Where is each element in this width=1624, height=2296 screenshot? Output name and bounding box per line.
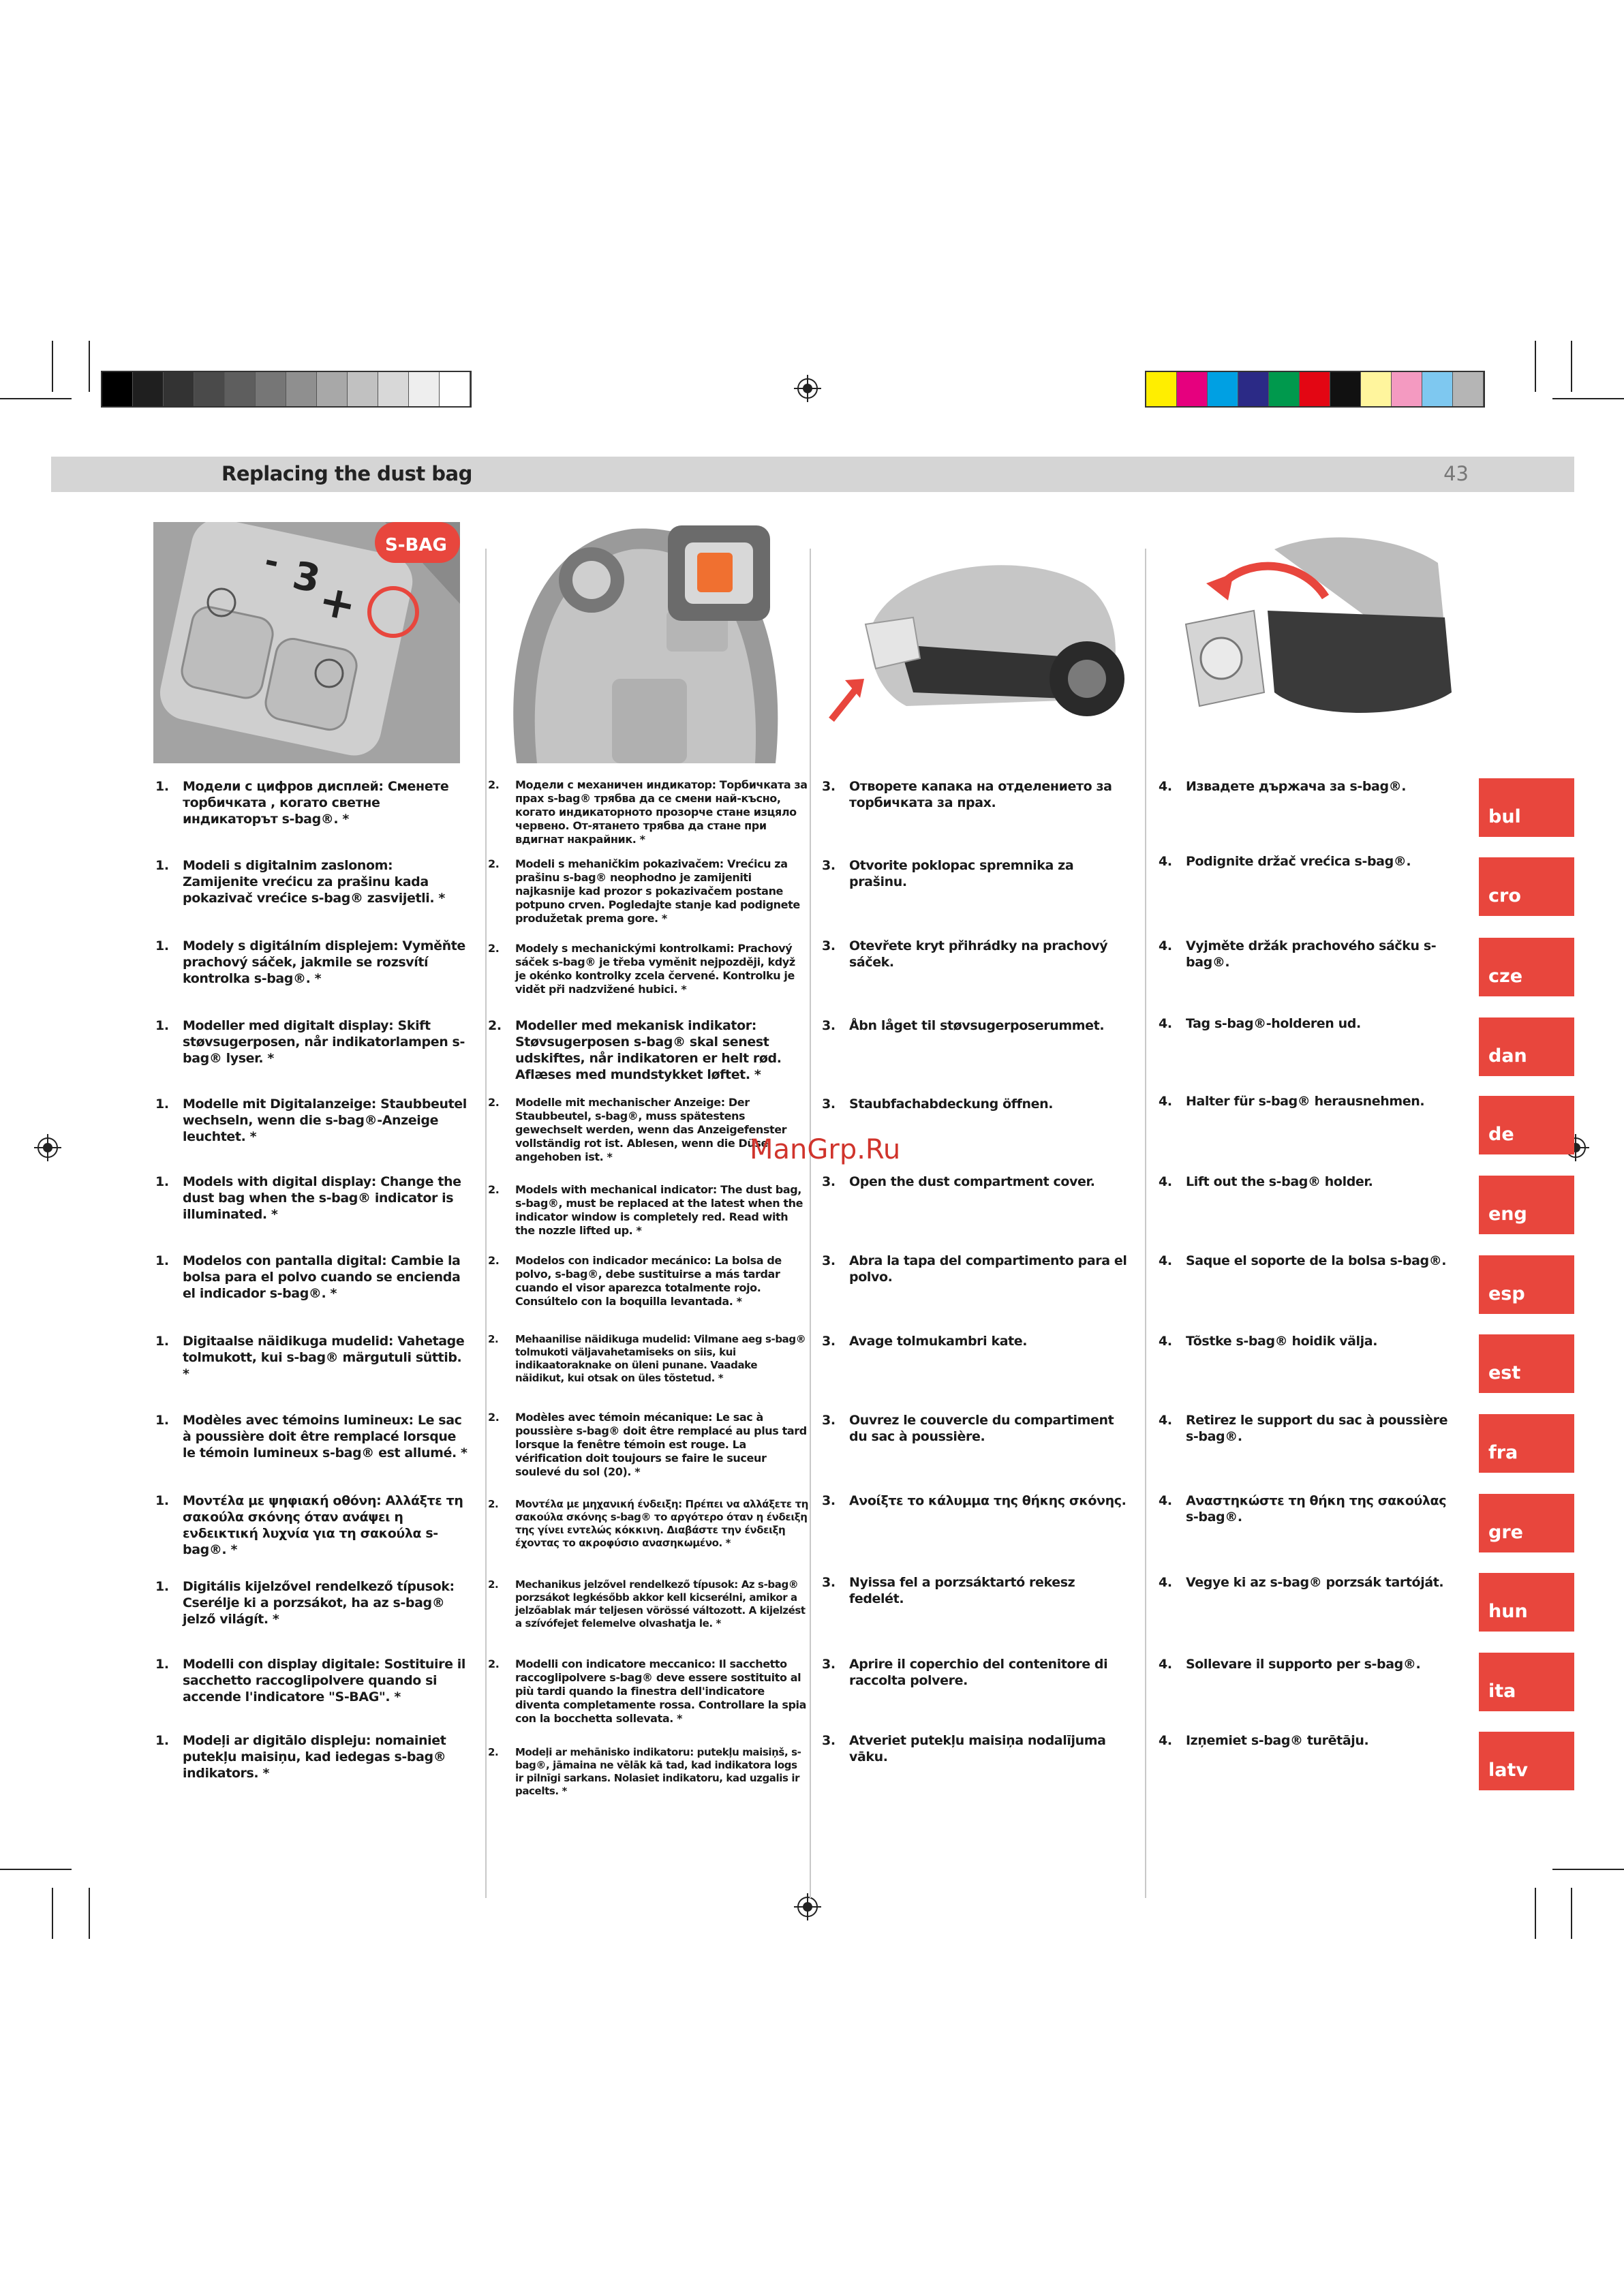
color-swatch: [1177, 372, 1208, 406]
lang-tab-ita: ita: [1479, 1653, 1574, 1711]
color-swatch: [1238, 372, 1269, 406]
crop-mark: [0, 398, 72, 399]
step2-ita: 2. Modelli con indicatore meccanico: Il sacchetto raccoglipolvere s-bag® deve essere sostituito al più tardi quando la finestra dell'indicatore diventa completamente rossa. Controllare la spia con la bocchetta sollevata. *: [488, 1657, 807, 1725]
step4-eng: 4. Lift out the s-bag® holder.: [1159, 1174, 1373, 1189]
step1-cze: 1. Modely s digitálním displejem: Vyměňte prachový sáček, jakmile se rozsvítí kontrolka s-bag®. *: [155, 938, 465, 986]
step3-bul: 3. Отворете капака на отделението за торбичката за прах.: [822, 779, 1112, 810]
color-bar: [1145, 371, 1485, 408]
crop-mark: [0, 1869, 72, 1870]
step2-est: 2. Mehaanilise näidikuga mudelid: Vilmane aeg s-bag® tolmukoti väljavahetamiseks on siis, kui indikaatoraknake on üleni punane. Vaadake näidikut, kui otsak on üles tõstetud. *: [488, 1333, 806, 1384]
digital-display-photo: [153, 522, 460, 763]
step3-eng: 3. Open the dust compartment cover.: [822, 1174, 1095, 1189]
watermark: ManGrp.Ru: [750, 1134, 901, 1165]
step4-est: 4. Tõstke s-bag® hoidik välja.: [1159, 1334, 1378, 1349]
step1-ita: 1. Modelli con display digitale: Sostituire il sacchetto raccoglipolvere quando si accende l'indicatore "S-BAG". *: [155, 1657, 466, 1704]
step4-de: 4. Halter für s-bag® herausnehmen.: [1159, 1094, 1425, 1109]
registration-mark-icon: [794, 375, 821, 402]
color-swatch: [317, 372, 348, 406]
step1-eng: 1. Models with digital display: Change the dust bag when the s-bag® indicator is illuminated. *: [155, 1174, 461, 1222]
color-swatch: [1208, 372, 1238, 406]
crop-mark: [1535, 1888, 1536, 1939]
step2-dan: 2. Modeller med mekanisk indikator: Støvsugerposen s-bag® skal senest udskiftes, når indikatoren er helt rød. Aflæses med mundstykket løftet. *: [488, 1018, 782, 1082]
step1-fra: 1. Modèles avec témoins lumineux: Le sac à poussière doit être remplacé lorsque le témoin lumineux s-bag® est allumé. *: [155, 1413, 468, 1460]
crop-mark: [1552, 1869, 1624, 1870]
crop-mark: [1535, 341, 1536, 392]
color-swatch: [1392, 372, 1422, 406]
lang-tab-bul: bul: [1479, 778, 1574, 837]
lang-tab-cro: cro: [1479, 857, 1574, 916]
lang-tab-dan: dan: [1479, 1017, 1574, 1076]
crop-mark: [89, 1888, 90, 1939]
color-swatch: [1422, 372, 1453, 406]
step3-hun: 3. Nyissa fel a porzsáktartó rekesz fedelét.: [822, 1575, 1075, 1606]
color-swatch: [286, 372, 317, 406]
step2-de: 2. Modelle mit mechanischer Anzeige: Der Staubbeutel, s-bag®, muss spätestens gewechselt werden, wenn das Anzeigefenster vollständig rot ist. Ablesen, wenn die Düse angehoben ist. *: [488, 1096, 787, 1163]
step4-ita: 4. Sollevare il supporto per s-bag®.: [1159, 1657, 1421, 1672]
lang-tab-eng: eng: [1479, 1176, 1574, 1234]
step3-dan: 3. Åbn låget til støvsugerposerummet.: [822, 1018, 1105, 1033]
color-swatch: [133, 372, 164, 406]
step1-esp: 1. Modelos con pantalla digital: Cambie la bolsa para el polvo cuando se encienda el indicador s-bag®. *: [155, 1253, 461, 1301]
step3-fra: 3. Ouvrez le couvercle du compartiment du sac à poussière.: [822, 1413, 1114, 1444]
color-swatch: [378, 372, 409, 406]
registration-mark-icon: [794, 1893, 821, 1920]
step1-hun: 1. Digitális kijelzővel rendelkező típusok: Cserélje ki a porzsákot, ha az s-bag® jelző világít. *: [155, 1579, 455, 1627]
display-plus-label: +: [314, 575, 361, 632]
open-cover-photo: [818, 522, 1138, 763]
color-swatch: [440, 372, 470, 406]
step2-fra: 2. Modèles avec témoin mécanique: Le sac à poussière s-bag® doit être remplacé au plus tard lorsque la fenêtre témoin est rouge. La vérification doit toujours se faire le suceur soulevé du sol (20). *: [488, 1411, 807, 1478]
step4-esp: 4. Saque el soporte de la bolsa s-bag®.: [1159, 1253, 1447, 1268]
step1-est: 1. Digitaalse näidikuga mudelid: Vahetage tolmukott, kui s-bag® märgutuli süttib. *: [155, 1334, 465, 1381]
step3-latv: 3. Atveriet putekļu maisiņa nodalījuma vāku.: [822, 1733, 1106, 1764]
color-swatch: [1330, 372, 1361, 406]
crop-mark: [89, 341, 90, 392]
step2-cro: 2. Modeli s mehaničkim pokazivačem: Vrećicu za prašinu s-bag® neophodno je zamijeniti najkasnije kad prozor s pokazivačem postane potpuno crven. Pogledajte stanje kad podignete produžetak prema gore. *: [488, 857, 800, 925]
step3-cze: 3. Otevřete kryt přihrádky na prachový sáček.: [822, 938, 1108, 970]
step4-bul: 4. Извадете държача за s-bag®.: [1159, 779, 1407, 794]
step3-gre: 3. Ανοίξτε το κάλυμμα της θήκης σκόνης.: [822, 1493, 1127, 1508]
lift-holder-photo: [1172, 522, 1472, 763]
step4-dan: 4. Tag s-bag®-holderen ud.: [1159, 1016, 1361, 1031]
page-title: Replacing the dust bag: [221, 462, 472, 485]
svg-text:3: 3: [288, 553, 324, 602]
step3-est: 3. Avage tolmukambri kate.: [822, 1334, 1028, 1349]
color-swatch: [1146, 372, 1177, 406]
step4-cze: 4. Vyjměte držák prachového sáčku s-bag®.: [1159, 938, 1437, 970]
color-swatch: [1361, 372, 1392, 406]
display-minus-label: -: [261, 541, 283, 582]
column-divider: [1145, 549, 1146, 1898]
step1-bul: 1. Модели с цифров дисплей: Сменете торбичката , когато светне индикаторът s-bag®. *: [155, 779, 449, 827]
step1-gre: 1. Μοντέλα με ψηφιακή οθόνη: Αλλάξτε τη σακούλα σκόνης όταν ανάψει η ενδεικτική λυχνία για τη σακούλα s-bag®. *: [155, 1493, 463, 1557]
step1-dan: 1. Modeller med digitalt display: Skift støvsugerposen, når indikatorlampen s-bag® lyser. *: [155, 1018, 465, 1066]
color-swatch: [256, 372, 286, 406]
lang-tab-de: de: [1479, 1096, 1574, 1154]
lang-tab-esp: esp: [1479, 1255, 1574, 1314]
color-swatch: [348, 372, 378, 406]
step1-de: 1. Modelle mit Digitalanzeige: Staubbeutel wechseln, wenn die s-bag®-Anzeige leuchtet. *: [155, 1097, 467, 1144]
color-swatch: [1453, 372, 1484, 406]
step2-gre: 2. Μοντέλα με μηχανική ένδειξη: Πρέπει να αλλάξετε τη σακούλα σκόνης s-bag® το αργότερο όταν η ένδειξη της γίνει εντελώς κόκκινη. Διαβάστε την ένδειξη έχοντας το ακροφύσιο ανασηκωμένο. *: [488, 1498, 809, 1549]
crop-mark: [1571, 1888, 1572, 1939]
color-swatch: [1300, 372, 1330, 406]
lang-tab-cze: cze: [1479, 938, 1574, 996]
step2-hun: 2. Mechanikus jelzővel rendelkező típusok: Az s-bag® porzsákot legkésőbb akkor kell kicserélni, amikor a jelzőablak már teljesen vörössé változott. A kijelzést a szívófejet felemelve olvashatja le. *: [488, 1578, 806, 1629]
color-swatch: [225, 372, 256, 406]
lang-tab-fra: fra: [1479, 1414, 1574, 1473]
color-swatch: [102, 372, 133, 406]
step3-ita: 3. Aprire il coperchio del contenitore di raccolta polvere.: [822, 1657, 1108, 1688]
step4-hun: 4. Vegye ki az s-bag® porzsák tartóját.: [1159, 1575, 1444, 1590]
lang-tab-latv: latv: [1479, 1732, 1574, 1790]
section-header: [51, 457, 1574, 492]
crop-mark: [1571, 341, 1572, 392]
lang-tab-est: est: [1479, 1334, 1574, 1393]
registration-mark-icon: [34, 1134, 61, 1161]
step1-latv: 1. Modeļi ar digitālo displeju: nomainiet putekļu maisiņu, kad iedegas s-bag® indikators. *: [155, 1733, 446, 1781]
step4-latv: 4. Izņemiet s-bag® turētāju.: [1159, 1733, 1369, 1748]
grayscale-bar: [101, 371, 472, 408]
step3-de: 3. Staubfachabdeckung öffnen.: [822, 1097, 1054, 1112]
lang-tab-hun: hun: [1479, 1573, 1574, 1632]
step2-esp: 2. Modelos con indicador mecánico: La bolsa de polvo, s-bag®, debe sustituirse a más tardar cuando el visor aparezca totalmente rojo. Consúltelo con la boquilla levantada. *: [488, 1254, 782, 1308]
lang-tab-gre: gre: [1479, 1494, 1574, 1552]
mechanical-indicator-photo: [489, 522, 803, 763]
step4-cro: 4. Podignite držač vrećica s-bag®.: [1159, 854, 1411, 869]
page-number: 43: [1443, 462, 1469, 485]
column-divider: [810, 549, 811, 1898]
step2-bul: 2. Модели с механичен индикатор: Торбичката за прах s-bag® трябва да се смени най-късно, когато индикаторното прозорче стане изцяло червено. От-ятането трябва да стане при вдигнат накрайник. *: [488, 778, 808, 846]
crop-mark: [1552, 398, 1624, 399]
sbag-badge: S-BAG: [385, 535, 447, 555]
step3-cro: 3. Otvorite poklopac spremnika za prašinu.: [822, 858, 1074, 889]
step4-gre: 4. Αναστηκώστε τη θήκη της σακούλας s-bag®.: [1159, 1493, 1447, 1525]
step2-cze: 2. Modely s mechanickými kontrolkami: Prachový sáček s-bag® je třeba vyměnit nejpozději, když je okénko kontrolky zcela červené. Kontrolku je vidět při nadzvižené hubici. *: [488, 942, 795, 996]
step3-esp: 3. Abra la tapa del compartimento para el polvo.: [822, 1253, 1127, 1285]
color-swatch: [1269, 372, 1300, 406]
color-swatch: [194, 372, 225, 406]
color-swatch: [164, 372, 194, 406]
step4-fra: 4. Retirez le support du sac à poussière s-bag®.: [1159, 1413, 1448, 1444]
column-divider: [485, 549, 487, 1898]
step1-cro: 1. Modeli s digitalnim zaslonom: Zamijenite vrećicu za prašinu kada pokazivač vrećice s-bag® zasvijetli. *: [155, 858, 445, 906]
step2-latv: 2. Modeļi ar mehānisko indikatoru: putekļu maisiņš, s-bag®, jāmaina ne vēlāk kā tad, kad indikatora logs ir pilnīgi sarkans. Nolasiet indikatoru, kad uzgalis ir pacelts. *: [488, 1746, 801, 1797]
color-swatch: [409, 372, 440, 406]
crop-mark: [52, 1888, 53, 1939]
crop-mark: [52, 341, 53, 392]
step2-eng: 2. Models with mechanical indicator: The dust bag, s-bag®, must be replaced at the latest when the indicator window is completely red. Read with the nozzle lifted up. *: [488, 1183, 803, 1237]
